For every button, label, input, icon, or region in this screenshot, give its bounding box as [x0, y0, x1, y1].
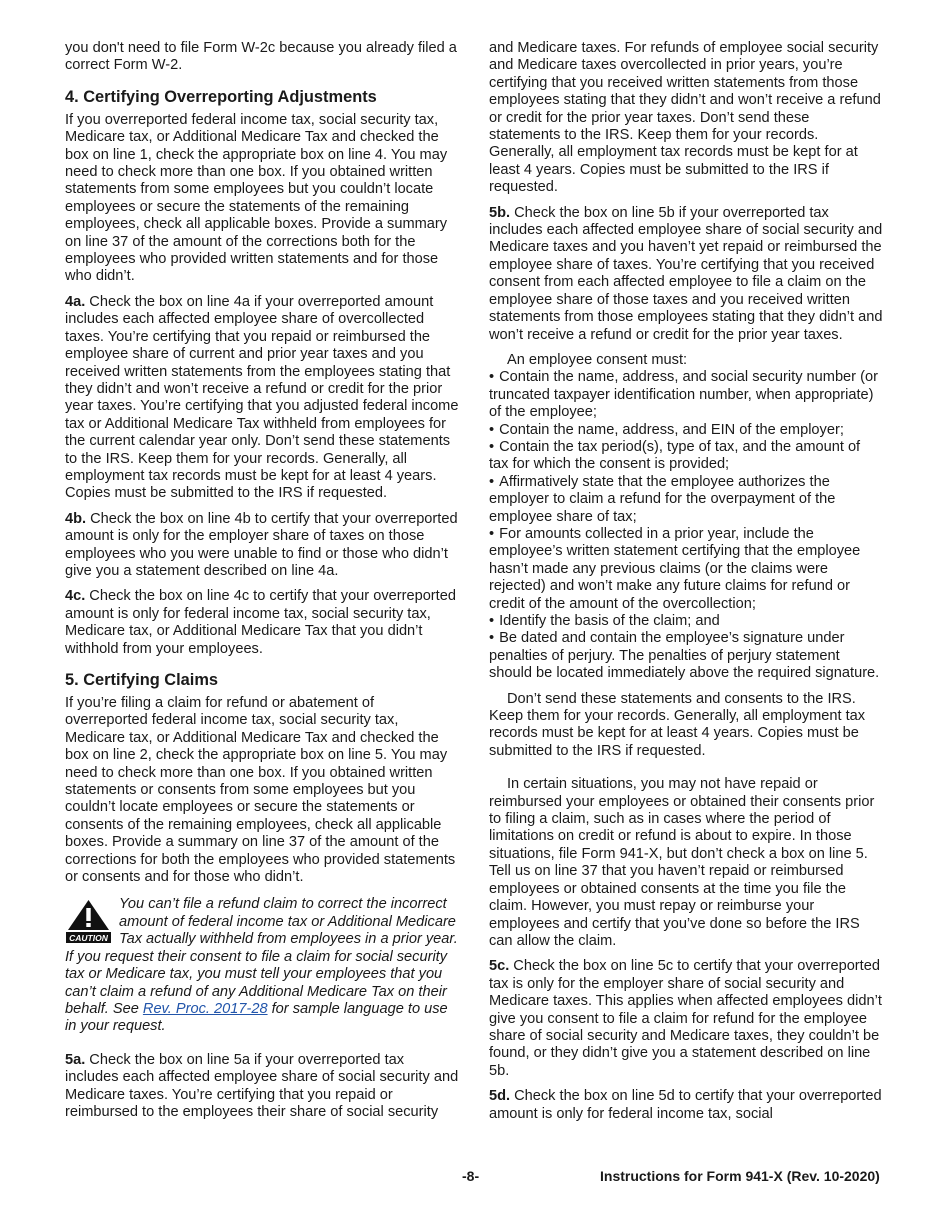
- item-5d: [489, 1088, 883, 1123]
- item-5b-text: Check the box on line 5b if your overreported tax includes each affected employee share of social security and Medicare taxes and you haven’t yet repaid or reimbursed the employee share of taxes. You’re certifying that you received consent from each affected employee to file a claim on the employee share of those taxes and you received written statements from those employees stating that they didn’t and won’t receive a refund or credit for the prior year taxes.: [489, 204, 883, 343]
- item-4a-label: 4a.: [65, 293, 86, 310]
- item-4a: [65, 294, 459, 503]
- caution-text: You can’t file a refund claim to correct the incorrect amount of federal income tax or Additional Medicare Tax actually withheld from employees in a prior year. If you request their consent to file a claim for social security tax or Medicare tax, you must tell your employees that you can’t claim a refund of any Additional Medicare Tax on their behalf. See: [65, 896, 458, 1017]
- item-5c-text: Check the box on line 5c to certify that your overreported tax is only for the employer share of social security and Medicare taxes. This applies when affected employees didn’t give you consent to file a claim for refund for the employee share of social security and Medicare taxes, they couldn’t be found, or they didn’t give you a statement described on line 5b.: [489, 958, 882, 1079]
- item-5c-label: 5c.: [489, 958, 510, 975]
- dont-send-paragraph: Don’t send these statements and consents to the IRS. Keep them for your records. Generally, all employment tax records must be kept for at least 4 years. Copies must be submitted to the IRS if requested.: [489, 690, 866, 759]
- item-4c: [65, 588, 459, 658]
- item-5b: [489, 205, 883, 344]
- list-item: • Contain the tax period(s), type of tax, and the amount of tax for which the consent is provided;: [489, 438, 861, 473]
- consent-requirements-list: [489, 369, 883, 682]
- item-4a-text: Check the box on line 4a if your overreported amount includes each affected employee share of overcollected taxes. You’re certifying that you repaid or reimbursed the employee share of current and prior year taxes and you received written statements from the employees stating that they didn’t and won’t receive a refund or credit for the prior year taxes. You’re certifying that you adjusted federal income tax or Additional Medicare Tax withheld from employees for the current calendar year only. Don’t send these statements to the IRS. Keep them for your records. Generally, all employment tax records must be kept for at least 4 years. Copies must be submitted to the IRS if requested.: [65, 293, 459, 502]
- caution-warning-icon: [65, 898, 112, 944]
- caution-note: [65, 896, 459, 1035]
- list-item: • Contain the name, address, and EIN of the employer;: [489, 421, 844, 438]
- section-5-intro: If you’re filing a claim for refund or abatement of overreported federal income tax, social security tax, Medicare tax, or Additional Medicare Tax and checked the box on line 2, check the appropriate box on line 5. You may need to check more than one box. If you obtained written statements or consents from some employees but you couldn’t locate employees or secure the statements or consents of the remaining employees, check all applicable boxes. Provide a summary on line 37 of the amount of the corrections for both the employees who provided statements or consents and for those who didn’t.: [65, 695, 456, 886]
- caution-label: CAUTION: [69, 933, 108, 944]
- list-item: • For amounts collected in a prior year, include the employee’s written statement certifying that the employee hasn’t made any previous claims (or the claims were rejected) and won’t make any future claims for refund or credit of the amount of the overcollection;: [489, 525, 861, 612]
- item-5a-text: Check the box on line 5a if your overreported tax includes each affected employee share of social security and Medicare taxes. You’re certifying that you repaid or reimbursed to the employees their share of social security: [65, 1051, 459, 1120]
- right-column: [489, 40, 883, 1131]
- document-title: Instructions for Form 941-X (Rev. 10-2020): [600, 1168, 880, 1184]
- continued-paragraph: you don't need to file Form W-2c because you already filed a correct Form W-2.: [65, 40, 457, 74]
- item-5a: [65, 1052, 459, 1122]
- section-heading-5: 5. Certifying Claims: [65, 671, 219, 689]
- item-5d-label: 5d.: [489, 1088, 511, 1105]
- item-4c-text: Check the box on line 4c to certify that your overreported amount is only for federal income tax, social security tax, Medicare tax, or Additional Medicare Tax that you didn’t withhold from your employees.: [65, 588, 456, 657]
- list-item: • Be dated and contain the employee’s signature under penalties of perjury. The penalties of perjury statement should be located immediately above the required signature.: [489, 630, 880, 682]
- item-4c-label: 4c.: [65, 588, 86, 605]
- section-4-intro: If you overreported federal income tax, social security tax, Medicare tax, or Additional Medicare Tax and checked the box on line 1, check the appropriate box on line 4. You may need to check more than one box. If you obtained written statements from some employees but you couldn’t locate employees or secure the statements of the remaining employees, check all applicable boxes. Provide a summary on line 37 of the amount of the corrections both for the employees who provided written statements and for those who didn’t.: [65, 111, 448, 285]
- item-5c: [489, 958, 883, 1080]
- list-item: • Affirmatively state that the employee authorizes the employer to claim a refund for the overpayment of the employee share of tax;: [489, 473, 836, 525]
- left-column: [65, 40, 459, 1129]
- page-number: -8-: [462, 1168, 480, 1184]
- item-5a-label: 5a.: [65, 1051, 86, 1068]
- rev-proc-link[interactable]: Rev. Proc. 2017-28: [142, 1000, 268, 1017]
- item-4b-text: Check the box on line 4b to certify that your overreported amount is only for the employer share of taxes on those employees who you were unable to find or those who didn’t give you a statement described on line 4a.: [65, 510, 458, 579]
- item-4b: [65, 511, 459, 581]
- list-item: • Contain the name, address, and social security number (or truncated taxpayer identification number, when appropriate) of the employee;: [489, 369, 878, 421]
- item-5d-text: Check the box on line 5d to certify that your overreported amount is only for federal income tax, social: [489, 1088, 882, 1122]
- caution-tail: for sample language to use in your request.: [65, 1000, 448, 1035]
- consent-intro: An employee consent must:: [507, 351, 688, 368]
- list-item: • Identify the basis of the claim; and: [489, 613, 720, 629]
- certain-situations-paragraph: In certain situations, you may not have repaid or reimbursed your employees or obtained their consents prior to filing a claim, such as in cases where the period of limitations on credit or refund is about to expire. In those situations, file Form 941-X, but don’t check a box on line 5. Tell us on line 37 that you haven’t repaid or reimbursed employees or obtained consents at the time you file the claim. However, you must repay or reimburse your employees and certify that you’ve done so before the IRS can allow the claim.: [489, 776, 875, 949]
- section-heading-4: 4. Certifying Overreporting Adjustments: [65, 87, 377, 106]
- item-5b-label: 5b.: [489, 204, 511, 221]
- item-4b-label: 4b.: [65, 510, 87, 527]
- item-5a-continued: and Medicare taxes. For refunds of employee social security and Medicare taxes overcollected in prior years, you’re certifying that you received written statements from those employees stating that they didn’t and won’t receive a refund or credit for the prior year taxes. Don’t send these statements to the IRS. Keep them for your records. Generally, all employment tax records must be kept for at least 4 years. Copies must be submitted to the IRS if requested.: [489, 40, 881, 196]
